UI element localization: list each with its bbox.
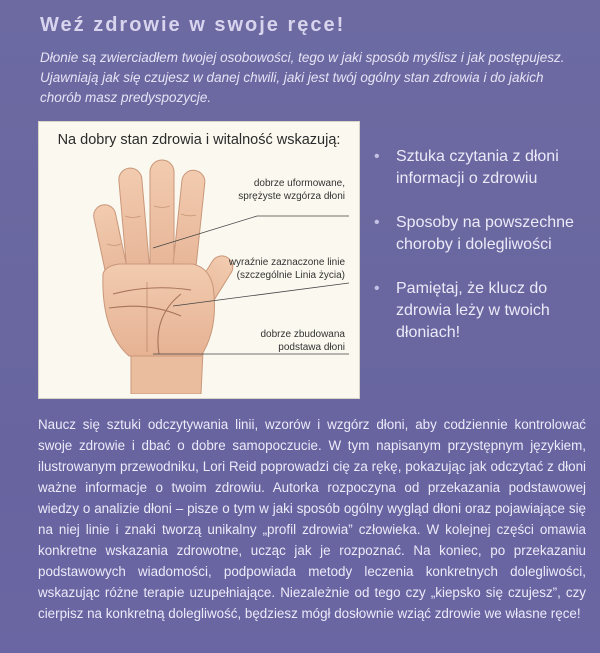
hand-figure-card	[38, 121, 360, 399]
bullet-text: Sposoby na powszechne choroby i dolegliwości	[396, 214, 574, 253]
callout-mounts	[238, 177, 345, 203]
intro-paragraph: Dłonie są zwierciadłem twojej osobowości, tego w jaki sposób myślisz i jak postępujesz. Ujawniają jak się czujesz w danej chwili, jaki jest twój ogólny stan zdrowia i do jakich chorób masz predyspozycje.	[40, 50, 565, 105]
description-paragraph: Naucz się sztuki odczytywania linii, wzorów i wzgórz dłoni, aby codziennie kontrolować swoje zdrowie i dbać o dobre samopoczucie. W tym napisanym przystępnym językiem, ilustrowanym przewodniku, Lori Reid poprowadzi cię za rękę, pokazując jak odczytać z dłoni ważne informacje o twoim zdrowiu. Autorka rozpoczyna od przekazania podstawowej wiedzy o analizie dłoni – pisze o tym w jaki sposób ogólny wygląd dłoni oraz pojawiające się na niej linie i znaki tworzą unikalny „profil zdrowia” człowieka. W kolejnej części omawia konkretne wskazania zdrowotne, ucząc jak je rozpoznać. Na koniec, po przekazaniu podstawowych wiadomości, podpowiada metody leczenia konkretnych dolegliwości, wskazując różne terapie uzupełniające. Niezależnie od tego czy „kiepsko się czujesz”, czy cierpisz na konkretną dolegliwość, będziesz mógł dosłownie wziąć zdrowie we własne ręce!	[38, 417, 586, 621]
feature-bullet-list	[372, 146, 592, 366]
bullet-text: Sztuka czytania z dłoni informacji o zdrowiu	[396, 148, 559, 187]
page-title: Weź zdrowie w swoje ręce!	[40, 14, 346, 36]
callout-base	[260, 328, 345, 354]
callout-lines-line2: (szczególnie Linia życia)	[236, 270, 345, 281]
callout-lines-line1: wyraźnie zaznaczone linie	[228, 257, 345, 268]
bullet-dot-icon: •	[374, 280, 380, 297]
bullet-item	[372, 212, 592, 256]
callout-base-line1: dobrze zbudowana	[260, 329, 345, 340]
bullet-text: Pamiętaj, że klucz do zdrowia leży w twoich dłoniach!	[396, 280, 550, 341]
bullet-dot-icon: •	[374, 148, 380, 165]
callout-base-line2: podstawa dłoni	[278, 342, 345, 353]
callout-lines	[229, 256, 345, 282]
bullet-item	[372, 278, 592, 344]
figure-heading: Na dobry stan zdrowia i witalność wskazują:	[57, 132, 341, 148]
callout-mounts-line1: dobrze uformowane,	[253, 178, 345, 189]
bullet-item	[372, 146, 592, 190]
bullet-dot-icon: •	[374, 214, 380, 231]
callout-mounts-line2: sprężyste wzgórza dłoni	[238, 191, 345, 202]
